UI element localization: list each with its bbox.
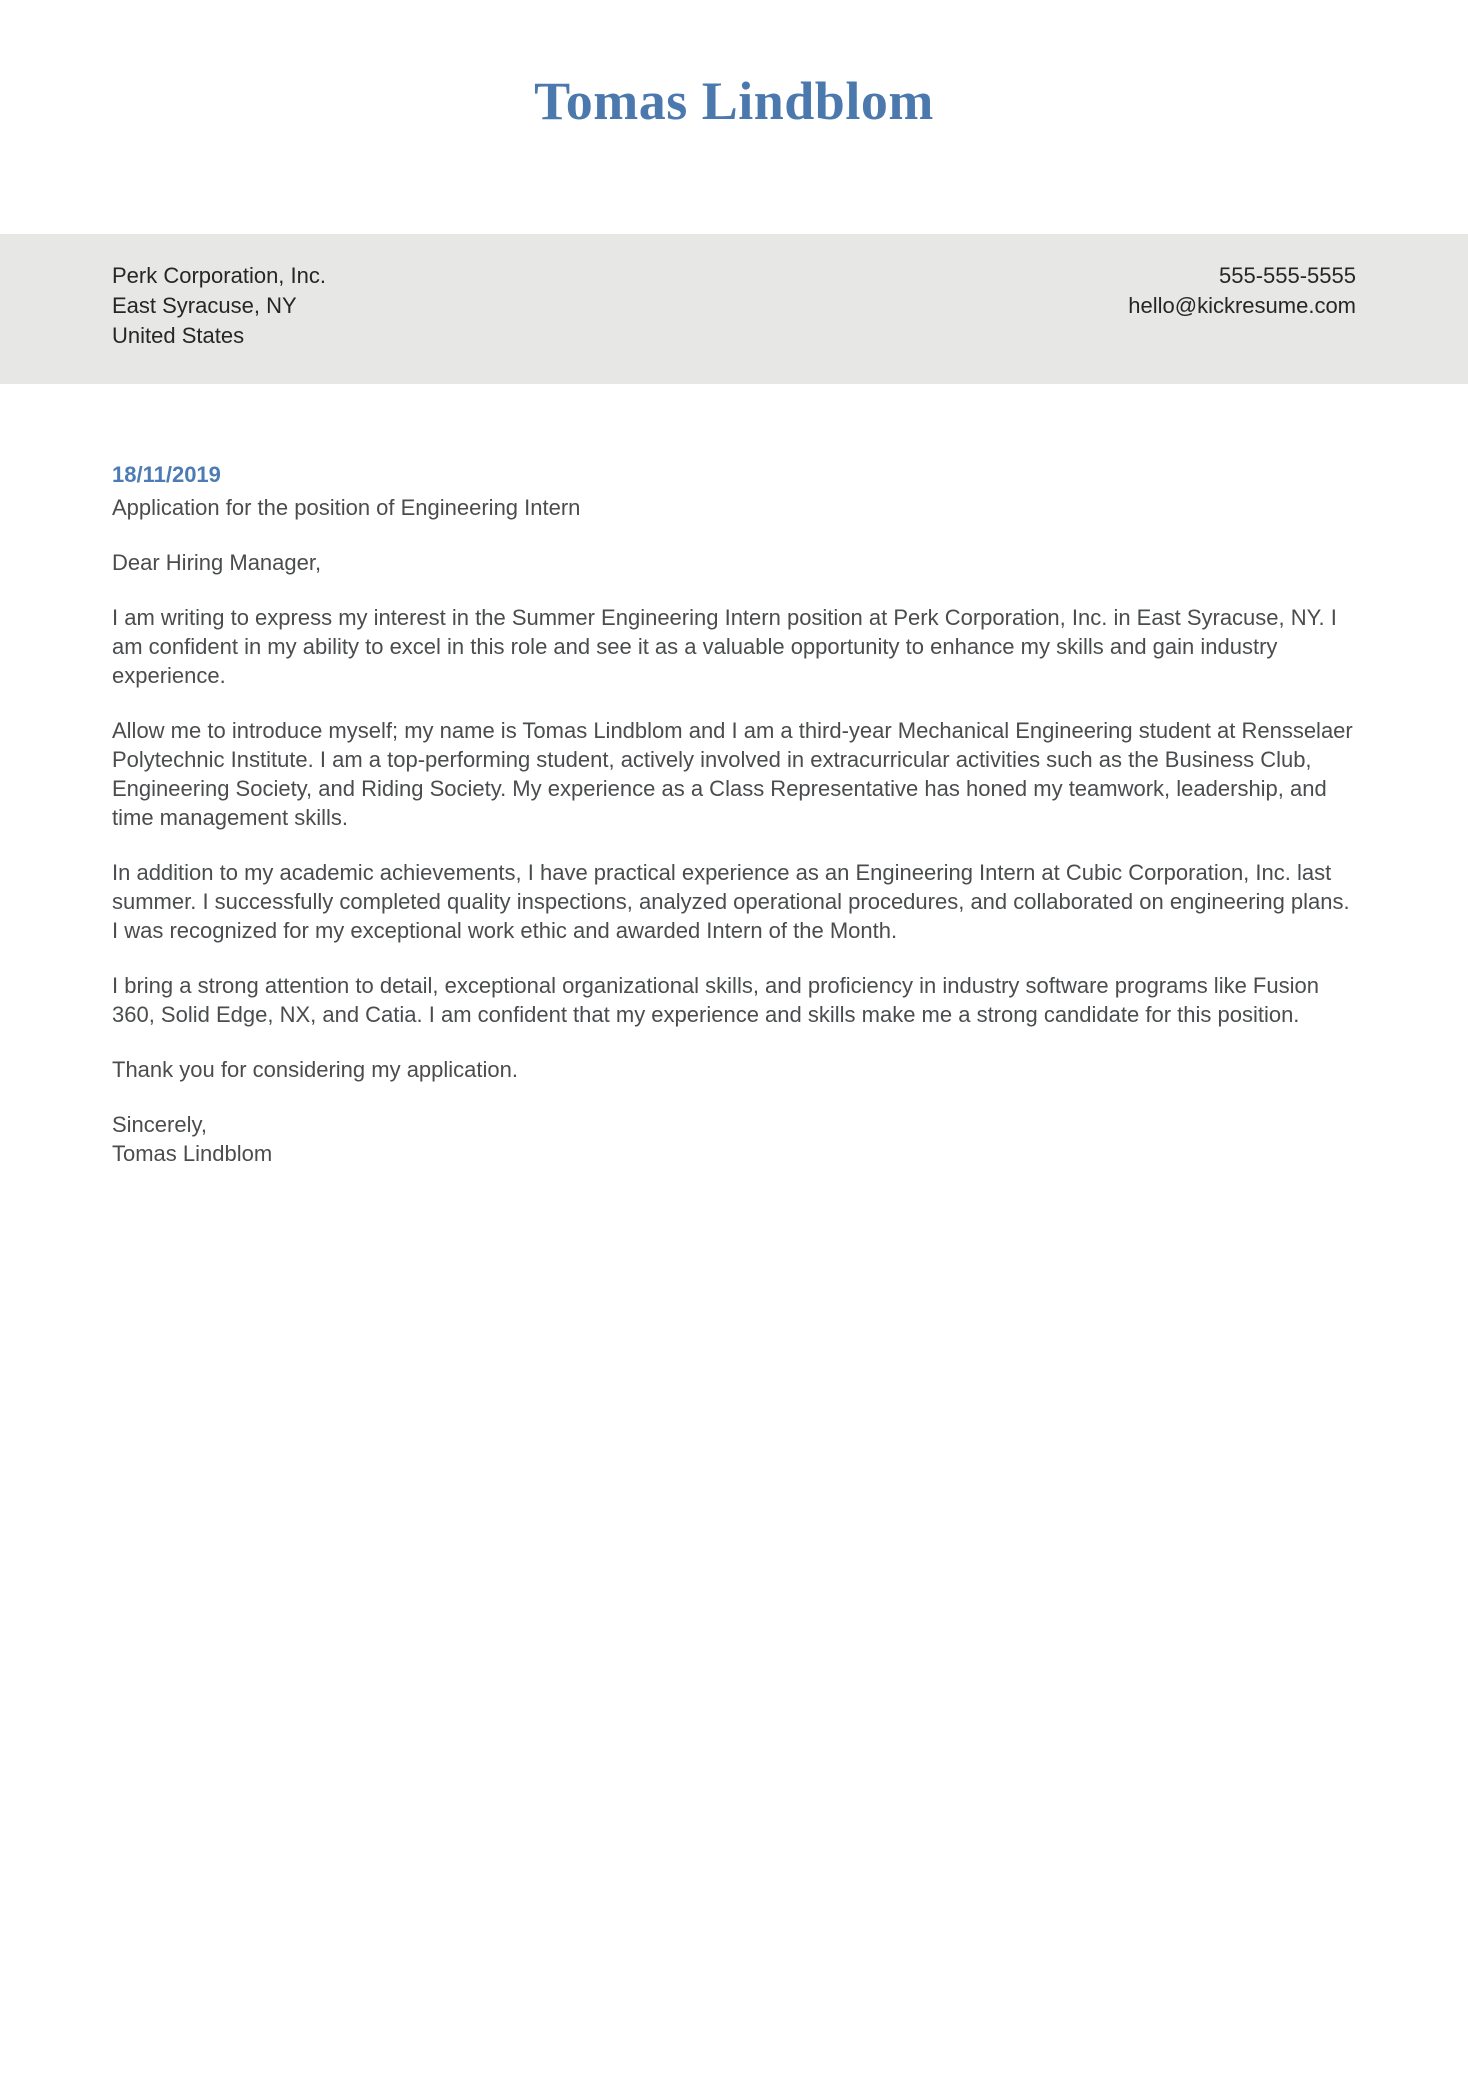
letter-date: 18/11/2019 — [112, 462, 221, 487]
recipient-country: United States — [112, 323, 245, 348]
paragraph-experience: In addition to my academic achievements, I have practical experience as an Engineering Intern at Cubic Corporation, Inc. last summer. I successfully completed quality inspections, analyzed operational procedures, and collaborated on engineering plans. I was recognized for my exceptional work ethic and awarded Intern of the Month. — [112, 860, 1350, 943]
recipient-address-block — [112, 261, 326, 351]
contact-band — [0, 234, 1468, 384]
letter-body — [0, 460, 1468, 1168]
sender-contact-block — [1128, 261, 1356, 321]
recipient-city: East Syracuse, NY — [112, 293, 297, 318]
sender-phone: 555-555-5555 — [1218, 263, 1356, 288]
closing-salutation: Sincerely, — [112, 1112, 207, 1137]
page-title: Tomas Lindblom — [534, 71, 934, 131]
recipient-company: Perk Corporation, Inc. — [112, 263, 326, 288]
paragraph-intro: I am writing to express my interest in the Summer Engineering Intern position at Perk Corporation, Inc. in East Syracuse, NY. I am confident in my ability to excel in this role and see it as a valuable opportunity to enhance my skills and gain industry experience. — [112, 605, 1337, 688]
letter-subject: Application for the position of Engineering Intern — [112, 495, 581, 520]
closing-block — [112, 1110, 1356, 1168]
salutation: Dear Hiring Manager, — [112, 550, 322, 575]
sender-email: hello@kickresume.com — [1128, 293, 1356, 318]
paragraph-thanks: Thank you for considering my application. — [112, 1057, 518, 1082]
paragraph-introduce-myself: Allow me to introduce myself; my name is Tomas Lindblom and I am a third-year Mechanical Engineering student at Rensselaer Polytechnic Institute. I am a top-performing student, actively involved in extracurricular activities such as the Business Club, Engineering Society, and Riding Society. My experience as a Class Representative has honed my teamwork, leadership, and time management skills. — [112, 718, 1353, 830]
paragraph-skills: I bring a strong attention to detail, exceptional organizational skills, and proficiency in industry software programs like Fusion 360, Solid Edge, NX, and Catia. I am confident that my experience and skills make me a strong candidate for this position. — [112, 973, 1319, 1027]
signature-name: Tomas Lindblom — [112, 1141, 273, 1166]
